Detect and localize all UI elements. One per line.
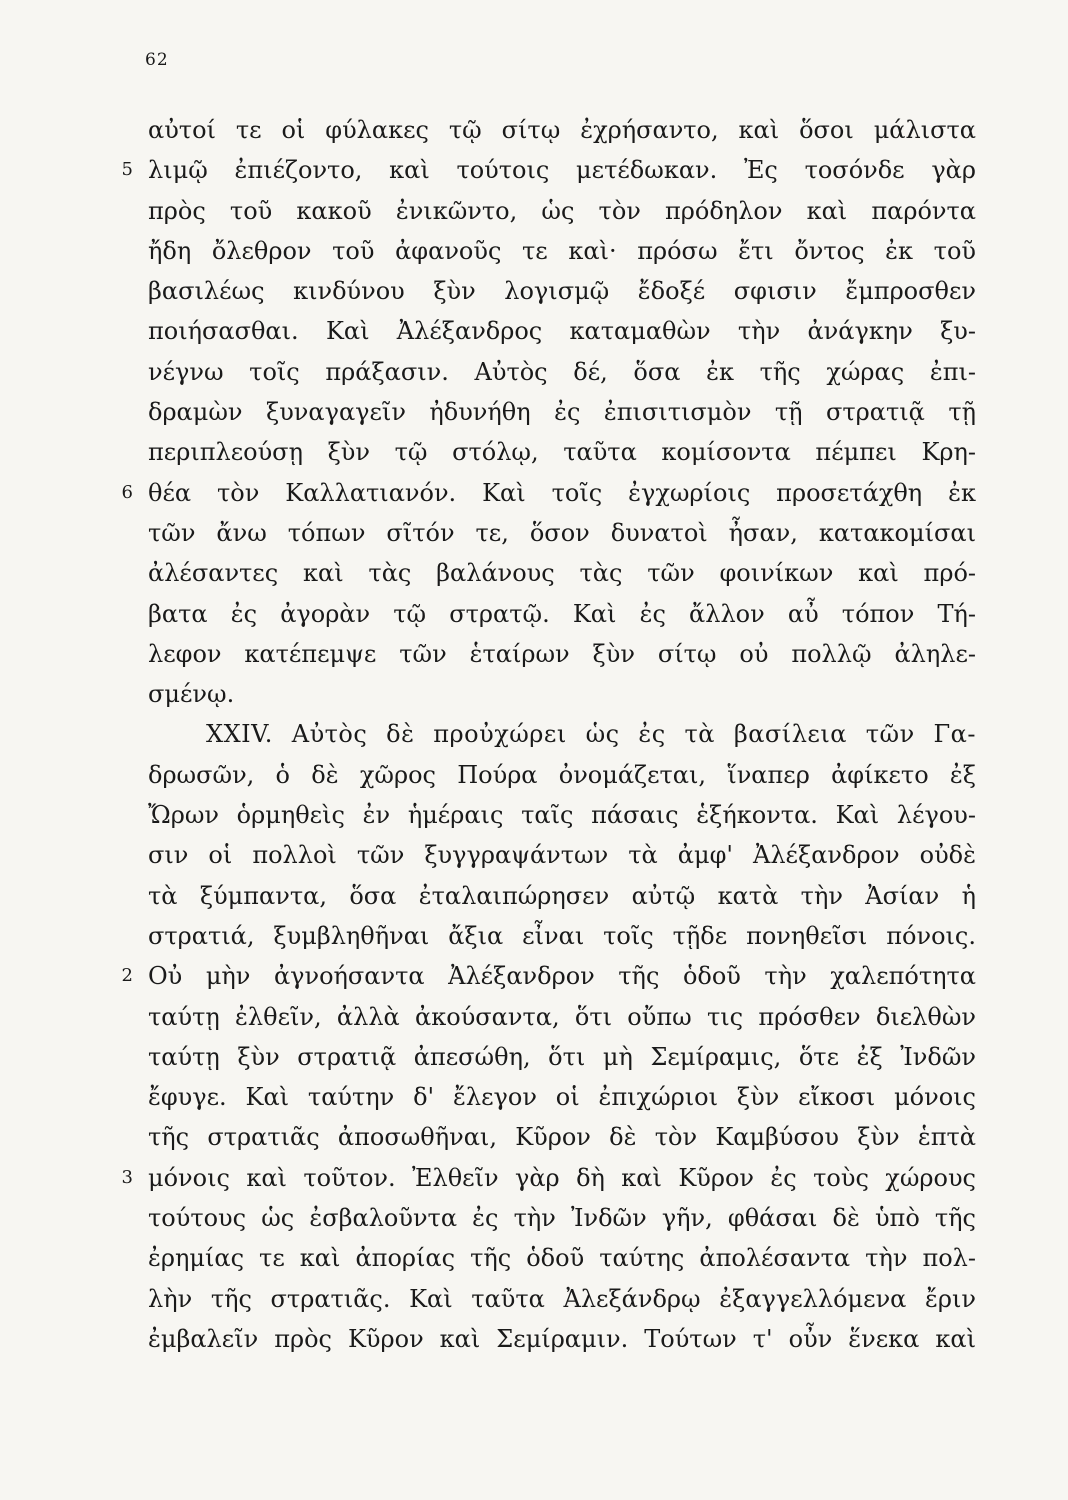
line-text: λὴν τῆς στρατιᾶς. Καὶ ταῦτα Ἀλεξάνδρῳ ἐξαγγελλόμενα ἔριν <box>148 1284 976 1313</box>
line-text: Ὤρων ὁρμηθεὶς ἐν ἡμέραις ταῖς πάσαις ἑξήκοντα. Καὶ λέγου- <box>148 801 976 830</box>
text-line <box>148 876 976 916</box>
text-line <box>148 634 976 674</box>
line-text: μόνοις καὶ τοῦτον. Ἐλθεῖν γὰρ δὴ καὶ Κῦρον ἐς τοὺς χώρους <box>148 1163 976 1192</box>
text-line <box>148 997 976 1037</box>
text-line <box>148 835 976 875</box>
line-text: ταύτῃ ἐλθεῖν, ἀλλὰ ἀκούσαντα, ὅτι οὔπω τις πρόσθεν διελθὼν <box>148 1002 976 1031</box>
line-text: ἤδη ὄλεθρον τοῦ ἀφανοῦς τε καὶ· πρόσω ἔτι ὄντος ἐκ τοῦ <box>148 236 976 265</box>
text-line <box>148 795 976 835</box>
text-line <box>121 150 976 190</box>
line-text: σμένῳ. <box>148 680 235 709</box>
text-line <box>148 1319 976 1359</box>
line-text: Οὐ μὴν ἀγνοήσαντα Ἀλέξανδρον τῆς ὁδοῦ τὴν χαλεπότητα <box>148 962 976 991</box>
text-line <box>121 473 976 513</box>
text-line <box>121 1158 976 1198</box>
text-line <box>148 110 976 150</box>
line-margin-number: 5 <box>121 159 133 181</box>
body-text <box>121 110 976 1359</box>
line-text: ἐρημίας τε καὶ ἀπορίας τῆς ὁδοῦ ταύτης ἀπολέσαντα τὴν πολ- <box>148 1244 976 1273</box>
text-line <box>148 1117 976 1157</box>
text-line <box>148 392 976 432</box>
text-line <box>148 1279 976 1319</box>
text-line <box>148 271 976 311</box>
text-line <box>148 594 976 634</box>
line-text: βασιλέως κινδύνου ξὺν λογισμῷ ἔδοξέ σφισιν ἔμπροσθεν <box>148 277 976 306</box>
line-text: ταύτῃ ξὺν στρατιᾷ ἀπεσώθη, ὅτι μὴ Σεμίραμις, ὅτε ἐξ Ἰνδῶν <box>148 1042 976 1071</box>
line-text: περιπλεούσῃ ξὺν τῷ στόλῳ, ταῦτα κομίσοντα πέμπει Κρη- <box>148 438 976 467</box>
line-text: τὰ ξύμπαντα, ὅσα ἐταλαιπώρησεν αὐτῷ κατὰ τὴν Ἀσίαν ἡ <box>148 881 976 910</box>
text-line <box>148 916 976 956</box>
line-text: ποιήσασθαι. Καὶ Ἀλέξανδρος καταμαθὼν τὴν ἀνάγκην ξυ- <box>148 317 976 346</box>
line-text: δραμὼν ξυναγαγεῖν ἠδυνήθη ἐς ἐπισιτισμὸν τῇ στρατιᾷ τῇ <box>148 398 976 427</box>
line-text: νέγνω τοῖς πράξασιν. Αὐτὸς δέ, ὅσα ἐκ τῆς χώρας ἐπι- <box>148 357 976 386</box>
text-line <box>148 1198 976 1238</box>
line-text: τῶν ἄνω τόπων σῖτόν τε, ὅσον δυνατοὶ ἦσαν, κατακομίσαι <box>148 518 976 547</box>
line-text: ἐμβαλεῖν πρὸς Κῦρον καὶ Σεμίραμιν. Τούτων τ' οὖν ἕνεκα καὶ <box>148 1324 976 1353</box>
line-text: θέα τὸν Καλλατιανόν. Καὶ τοῖς ἐγχωρίοις προσετάχθη ἐκ <box>148 478 976 507</box>
text-line <box>148 191 976 231</box>
text-line <box>148 231 976 271</box>
text-line <box>148 714 976 754</box>
text-line <box>148 513 976 553</box>
line-text: XXIV. Αὐτὸς δὲ προὐχώρει ὡς ἐς τὰ βασίλεια τῶν Γα- <box>206 720 976 749</box>
line-text: ἀλέσαντες καὶ τὰς βαλάνους τὰς τῶν φοινίκων καὶ πρό- <box>148 559 976 588</box>
text-line <box>148 755 976 795</box>
line-text: αὐτοί τε οἱ φύλακες τῷ σίτῳ ἐχρήσαντο, καὶ ὅσοι μάλιστα <box>148 116 976 144</box>
line-text: στρατιά, ξυμβληθῆναι ἄξια εἶναι τοῖς τῇδε πονηθεῖσι πόνοις. <box>148 921 976 950</box>
line-margin-number: 2 <box>121 965 133 987</box>
text-line <box>148 553 976 593</box>
text-line <box>121 956 976 996</box>
page-number: 62 <box>145 50 169 70</box>
line-margin-number: 3 <box>121 1166 133 1188</box>
text-line <box>148 1238 976 1278</box>
line-text: ἔφυγε. Καὶ ταύτην δ' ἔλεγον οἱ ἐπιχώριοι ξὺν εἴκοσι μόνοις <box>148 1083 976 1112</box>
text-line <box>148 311 976 351</box>
text-line <box>148 1077 976 1117</box>
text-line <box>148 674 976 714</box>
text-line <box>148 432 976 472</box>
line-text: πρὸς τοῦ κακοῦ ἐνικῶντο, ὡς τὸν πρόδηλον καὶ παρόντα <box>148 196 976 225</box>
line-text: λιμῷ ἐπιέζοντο, καὶ τούτοις μετέδωκαν. Ἐς τοσόνδε γὰρ <box>148 156 976 185</box>
line-text: σιν οἱ πολλοὶ τῶν ξυγγραψάντων τὰ ἀμφ' Ἀλέξανδρον οὐδὲ <box>148 841 976 870</box>
line-margin-number: 6 <box>121 481 133 503</box>
line-text: δρωσῶν, ὁ δὲ χῶρος Πούρα ὀνομάζεται, ἵναπερ ἀφίκετο ἐξ <box>148 760 976 789</box>
line-text: τῆς στρατιᾶς ἀποσωθῆναι, Κῦρον δὲ τὸν Καμβύσου ξὺν ἑπτὰ <box>148 1123 976 1152</box>
text-line <box>148 352 976 392</box>
line-text: βατα ἐς ἀγορὰν τῷ στρατῷ. Καὶ ἐς ἄλλον αὖ τόπον Τή- <box>148 599 976 628</box>
text-line <box>148 1037 976 1077</box>
line-text: λεφον κατέπεμψε τῶν ἑταίρων ξὺν σίτῳ οὐ πολλῷ ἀληλε- <box>148 639 976 668</box>
line-text: τούτους ὡς ἐσβαλοῦντα ἐς τὴν Ἰνδῶν γῆν, φθάσαι δὲ ὑπὸ τῆς <box>148 1204 976 1233</box>
